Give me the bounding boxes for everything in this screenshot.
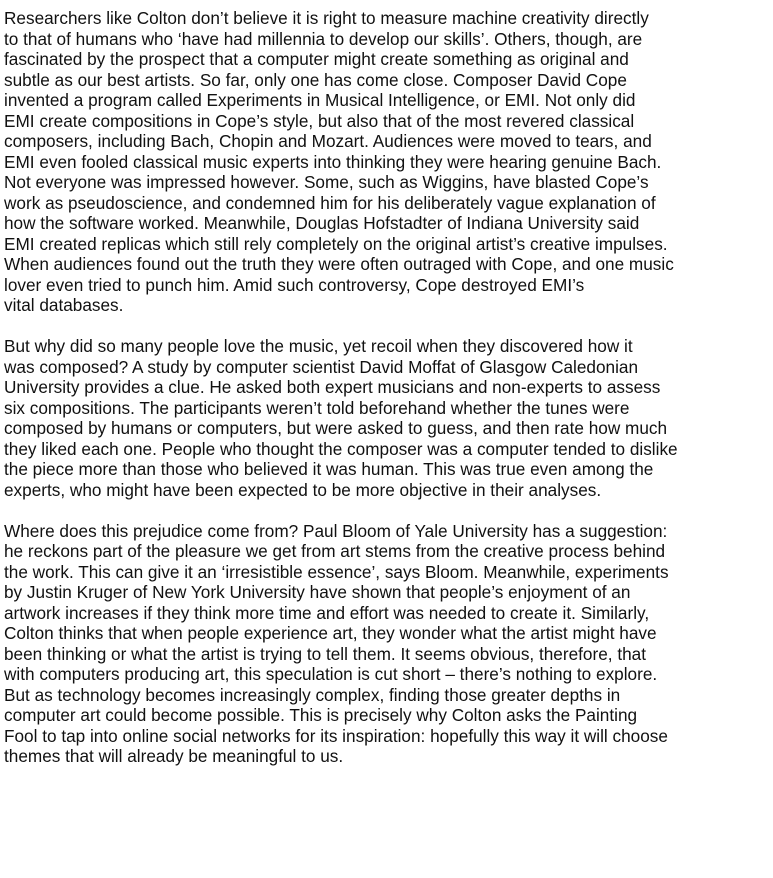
text-line: how the software worked. Meanwhile, Douglas Hofstadter of Indiana University said (4, 213, 640, 233)
text-line: composers, including Bach, Chopin and Mozart. Audiences were moved to tears, and (4, 131, 652, 151)
text-line: was composed? A study by computer scientist David Moffat of Glasgow Caledonian (4, 356, 639, 377)
text-line: Colton thinks that when people experience art, they wonder what the artist might have (4, 623, 657, 643)
text-line: to that of humans who ‘have had millennia to develop our skills’. Others, though, are (4, 28, 643, 49)
text-line: EMI create compositions in Cope’s style, but also that of the most revered classical (4, 110, 635, 131)
text-line: subtle as our best artists. So far, only one has come close. Composer David Cope (4, 69, 627, 90)
document-body (4, 8, 773, 787)
text-line: Researchers like Colton don’t believe it is right to measure machine creativity directly (4, 8, 649, 28)
text-line: composed by humans or computers, but were asked to guess, and then rate how much (4, 418, 668, 438)
text-line: artwork increases if they think more time and effort was needed to create it. Similarly, (4, 602, 650, 623)
text-line: they liked each one. People who thought the composer was a computer tended to dislike (4, 438, 678, 459)
text-line: lover even tried to punch him. Amid such controversy, Cope destroyed EMI’s (4, 274, 585, 295)
paragraph-1 (4, 8, 773, 316)
text-line: EMI created replicas which still rely completely on the original artist’s creative impulses. (4, 233, 668, 254)
text-line: But as technology becomes increasingly complex, finding those greater depths in (4, 684, 621, 705)
text-line: the piece more than those who believed it was human. This was true even among the (4, 459, 654, 479)
text-line: Where does this prejudice come from? Paul Bloom of Yale University has a suggestion: (4, 520, 668, 541)
text-line: Fool to tap into online social networks for its inspiration: hopefully this way it will choose (4, 725, 668, 746)
text-line: themes that will already be meaningful to us. (4, 746, 344, 766)
text-line: with computers producing art, this speculation is cut short – there’s nothing to explore. (4, 664, 658, 684)
text-line: by Justin Kruger of New York University have shown that people’s enjoyment of an (4, 582, 631, 602)
text-line: been thinking or what the artist is trying to tell them. It seems obvious, therefore, that (4, 643, 646, 664)
text-line: work as pseudoscience, and condemned him for his deliberately vague explanation of (4, 192, 656, 213)
text-line: University provides a clue. He asked both expert musicians and non-experts to assess (4, 377, 661, 397)
text-line: computer art could become possible. This is precisely why Colton asks the Painting (4, 705, 638, 725)
text-line: experts, who might have been expected to be more objective in their analyses. (4, 479, 602, 500)
text-line: he reckons part of the pleasure we get from art stems from the creative process behind (4, 541, 666, 561)
paragraph-3 (4, 521, 773, 767)
text-line: But why did so many people love the music, yet recoil when they discovered how it (4, 336, 633, 356)
text-line: fascinated by the prospect that a computer might create something as original and (4, 49, 629, 69)
text-line: invented a program called Experiments in Musical Intelligence, or EMI. Not only did (4, 90, 636, 110)
text-line: the work. This can give it an ‘irresistible essence’, says Bloom. Meanwhile, experiments (4, 561, 669, 582)
text-line: When audiences found out the truth they were often outraged with Cope, and one music (4, 254, 674, 274)
text-line: vital databases. (4, 295, 124, 315)
text-line: EMI even fooled classical music experts into thinking they were hearing genuine Bach. (4, 151, 662, 172)
text-line: Not everyone was impressed however. Some, such as Wiggins, have blasted Cope’s (4, 172, 649, 192)
text-line: six compositions. The participants weren’t told beforehand whether the tunes were (4, 397, 630, 418)
paragraph-2 (4, 336, 773, 500)
